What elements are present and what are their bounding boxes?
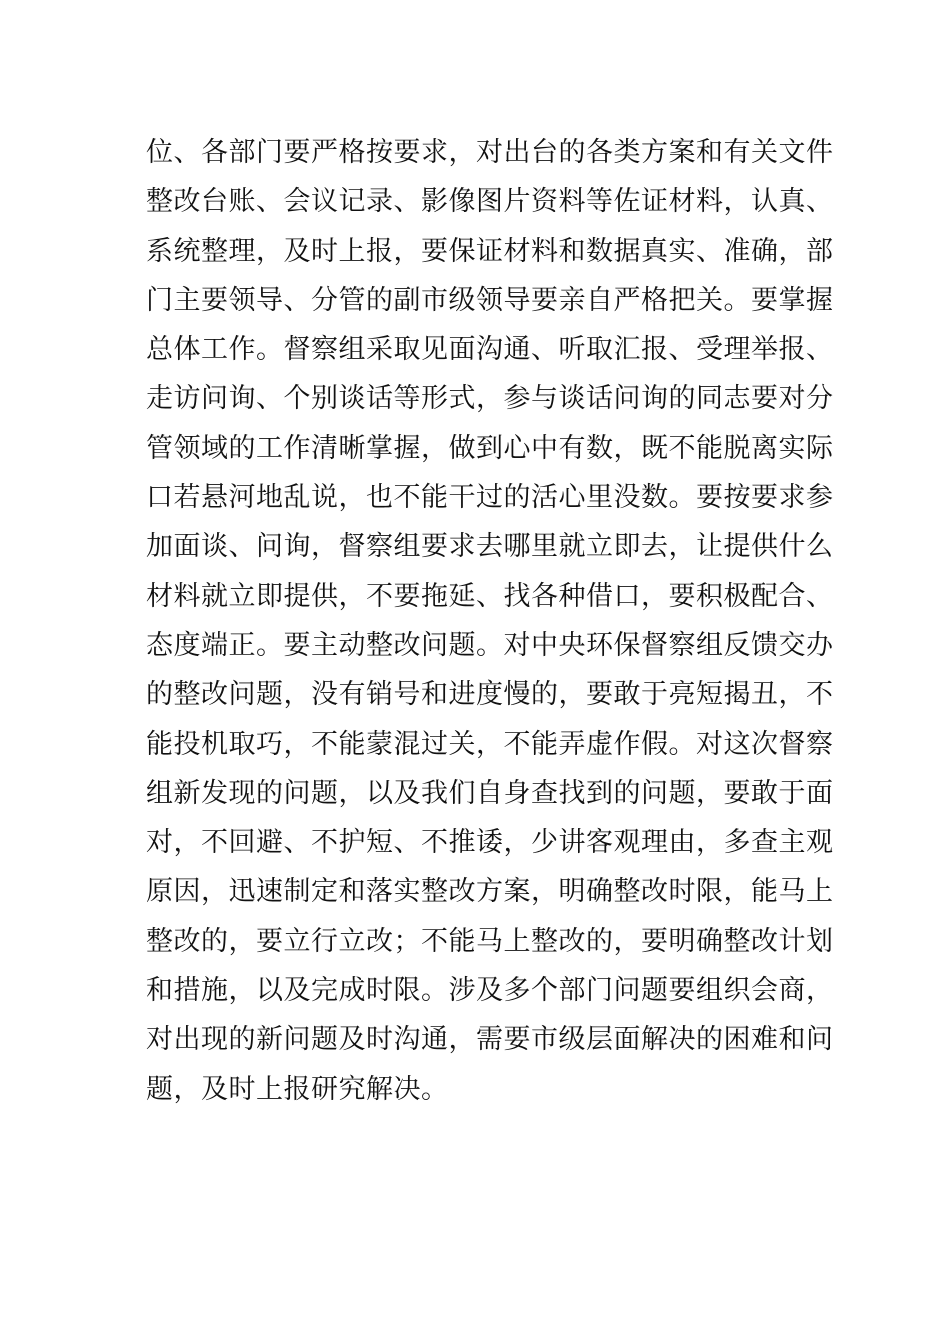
text-line: 加面谈、问询，督察组要求去哪里就立即去，让提供什么 [146, 531, 834, 563]
text-line: 系统整理，及时上报，要保证材料和数据真实、准确，部 [146, 235, 834, 267]
body-paragraph [146, 128, 834, 1114]
text-line: 口若悬河地乱说，也不能干过的活心里没数。要按要求参 [146, 482, 834, 514]
text-line: 的整改问题，没有销号和进度慢的，要敢于亮短揭丑，不 [146, 679, 834, 711]
text-line: 和措施，以及完成时限。涉及多个部门问题要组织会商， [146, 975, 834, 1007]
text-line: 对出现的新问题及时沟通，需要市级层面解决的困难和问 [146, 1024, 834, 1056]
text-line: 原因，迅速制定和落实整改方案，明确整改时限，能马上 [146, 876, 834, 908]
text-line: 走访问询、个别谈话等形式，参与谈话问询的同志要对分 [146, 383, 834, 415]
text-line: 能投机取巧，不能蒙混过关，不能弄虚作假。对这次督察 [146, 728, 834, 760]
text-line: 门主要领导、分管的副市级领导要亲自严格把关。要掌握 [146, 284, 834, 316]
text-line: 整改台账、会议记录、影像图片资料等佐证材料，认真、 [146, 186, 834, 218]
text-line: 题，及时上报研究解决。 [146, 1073, 449, 1105]
text-line: 对，不回避、不护短、不推诿，少讲客观理由，多查主观 [146, 827, 834, 859]
text-line: 总体工作。督察组采取见面沟通、听取汇报、受理举报、 [146, 334, 834, 366]
text-line: 组新发现的问题，以及我们自身查找到的问题，要敢于面 [146, 777, 834, 809]
text-line: 管领域的工作清晰掌握，做到心中有数，既不能脱离实际 [146, 432, 834, 464]
text-line: 材料就立即提供，不要拖延、找各种借口，要积极配合、 [146, 580, 834, 612]
text-line: 整改的，要立行立改；不能马上整改的，要明确整改计划 [146, 925, 834, 957]
text-line: 位、各部门要严格按要求，对出台的各类方案和有关文件 [146, 137, 834, 168]
text-line: 态度端正。要主动整改问题。对中央环保督察组反馈交办 [146, 629, 834, 661]
